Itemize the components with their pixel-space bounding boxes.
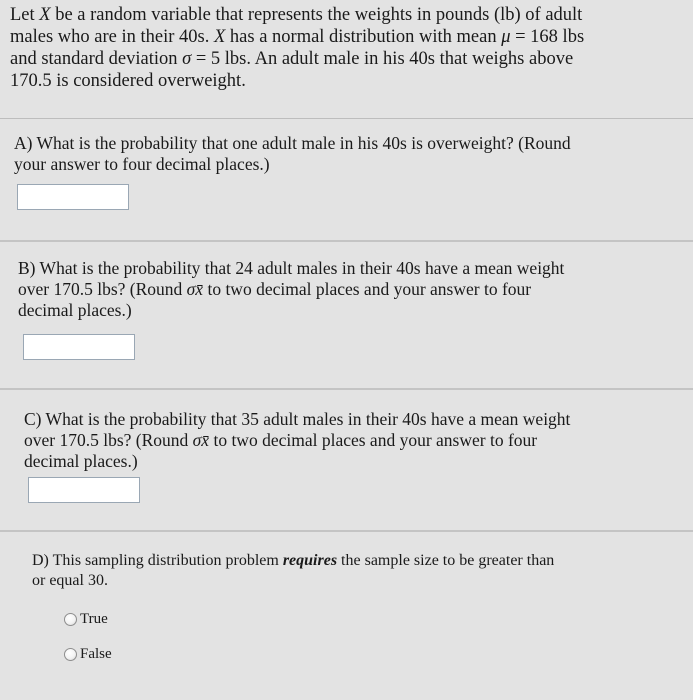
problem-statement — [10, 4, 680, 92]
question-a-line-1: A) What is the probability that one adult male in his 40s is overweight? (Round — [14, 133, 571, 153]
intro-line-3: and standard deviation σ = 5 lbs. An adult male in his 40s that weighs above — [10, 49, 574, 69]
question-c-line-2: over 170.5 lbs? (Round σx̄ to two decimal places and your answer to four — [24, 430, 538, 450]
question-d-text — [32, 551, 554, 591]
question-d-card-border — [0, 530, 693, 532]
divider — [0, 118, 693, 119]
answer-input-a[interactable] — [17, 184, 129, 210]
radio-button-true[interactable] — [64, 613, 77, 626]
question-d-line-1: D) This sampling distribution problem requires the sample size to be greater than — [32, 552, 555, 569]
question-a-text — [14, 133, 571, 175]
question-c-card-border — [0, 388, 693, 390]
intro-line-2: males who are in their 40s. X has a normal distribution with mean μ = 168 lbs — [10, 27, 585, 47]
question-d-line-2: or equal 30. — [32, 572, 108, 589]
answer-input-b[interactable] — [23, 334, 135, 360]
option-true-label: True — [80, 611, 108, 627]
question-c-line-1: C) What is the probability that 35 adult males in their 40s have a mean weight — [24, 409, 571, 429]
intro-line-4: 170.5 is considered overweight. — [10, 71, 246, 91]
question-a-line-2: your answer to four decimal places.) — [14, 154, 270, 174]
question-b-line-3: decimal places.) — [18, 300, 132, 320]
option-false-label: False — [80, 646, 112, 662]
answer-input-c[interactable] — [28, 477, 140, 503]
question-c-line-3: decimal places.) — [24, 451, 138, 471]
radio-button-false[interactable] — [64, 648, 77, 661]
option-true[interactable] — [64, 611, 108, 628]
question-b-card-border — [0, 240, 693, 242]
question-b-line-1: B) What is the probability that 24 adult males in their 40s have a mean weight — [18, 258, 565, 278]
option-false[interactable] — [64, 646, 112, 663]
question-b-line-2: over 170.5 lbs? (Round σx̄ to two decimal places and your answer to four — [18, 279, 532, 299]
intro-line-1: Let X be a random variable that represents the weights in pounds (lb) of adult — [10, 5, 583, 25]
question-b-text — [18, 258, 564, 321]
question-c-text — [24, 409, 570, 472]
